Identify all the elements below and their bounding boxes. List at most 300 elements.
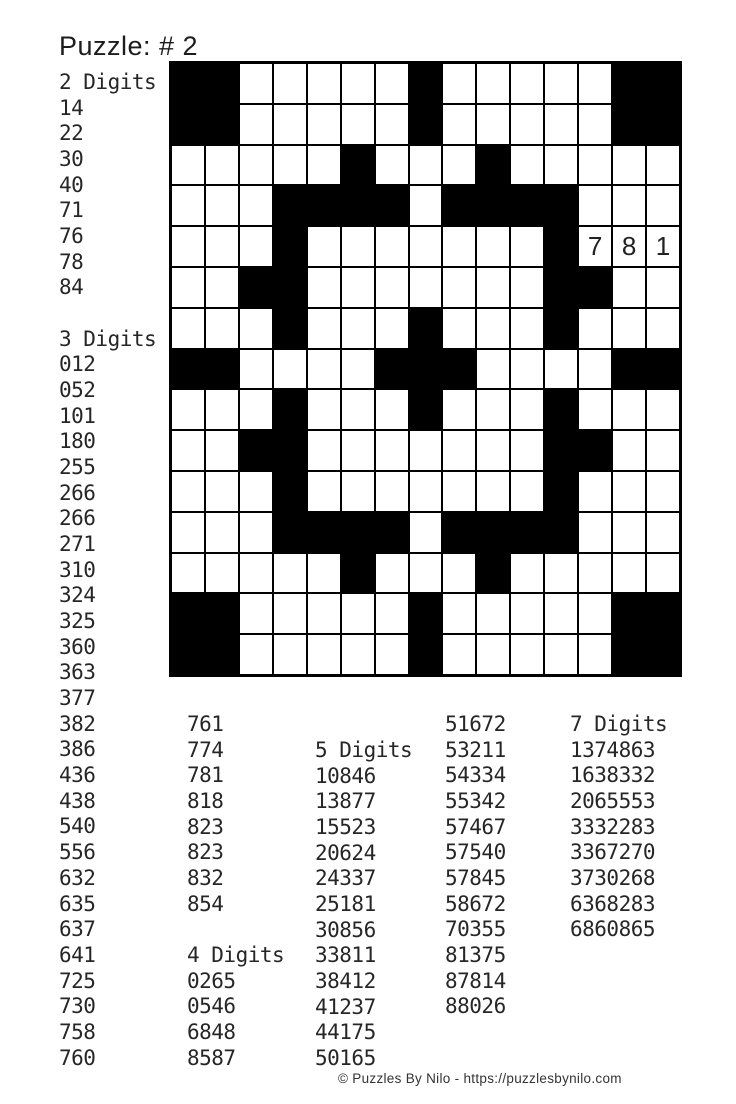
grid-cell-white[interactable] [442,267,476,308]
grid-cell-white[interactable] [375,471,409,512]
grid-cell-white[interactable] [239,389,273,430]
grid-cell-white[interactable] [442,63,476,104]
word-list-entry: 22 [59,121,84,146]
grid-cell-white[interactable] [273,593,307,634]
grid-cell-white[interactable] [476,226,510,267]
word-list-entry: 774 [187,737,224,762]
grid-cell-white[interactable] [646,553,680,594]
grid-cell-black [612,634,646,675]
grid-cell-black [646,593,680,634]
word-list-entry: 556 [59,840,96,865]
grid-cell-white[interactable] [307,553,341,594]
grid-cell-black [307,185,341,226]
word-list-entry: 382 [59,711,96,736]
grid-cell-black [273,430,307,471]
grid-cell-white[interactable] [544,553,578,594]
grid-cell-black [612,63,646,104]
word-list-entry: 58672 [445,891,506,916]
grid-cell-white[interactable] [476,104,510,145]
word-list-entry: 781 [187,763,224,788]
grid-cell-white[interactable] [646,389,680,430]
word-list-entry: 363 [59,660,96,685]
grid-cell-white[interactable] [476,349,510,390]
grid-cell-white[interactable] [578,512,612,553]
word-list-entry: 70355 [445,917,506,942]
grid-cell-black [171,349,205,390]
grid-cell-white[interactable] [171,471,205,512]
grid-cell-white[interactable] [442,226,476,267]
grid-cell-black [409,389,443,430]
word-list-entry: 6848 [187,1020,236,1045]
grid-cell-white[interactable] [612,185,646,226]
grid-cell-black [341,145,375,186]
word-list-entry: 51672 [445,712,506,736]
grid-cell-white[interactable] [307,145,341,186]
grid-cell-white[interactable] [341,104,375,145]
grid-cell-white[interactable] [307,308,341,349]
word-list-entry: 0546 [187,994,236,1019]
grid-cell-white[interactable] [307,63,341,104]
grid-cell-white[interactable] [307,593,341,634]
word-list-entry: 6368283 [570,891,656,916]
grid-cell-white[interactable] [646,471,680,512]
grid-cell-white[interactable] [510,634,544,675]
grid-cell-white[interactable] [476,634,510,675]
word-list-entry: 41237 [315,994,376,1019]
grid-cell-white[interactable] [544,634,578,675]
grid-cell-white[interactable] [171,389,205,430]
grid-cell-black [409,104,443,145]
word-list-entry: 44175 [315,1020,376,1045]
grid-cell-white[interactable] [409,430,443,471]
grid-cell-white[interactable] [307,226,341,267]
grid-cell-white[interactable] [341,389,375,430]
grid-cell-white[interactable] [442,471,476,512]
grid-cell-black [510,185,544,226]
grid-cell-white[interactable] [239,226,273,267]
grid-cell-white[interactable] [171,267,205,308]
grid-cell-white[interactable] [205,226,239,267]
word-list-entry: 266 [59,480,96,505]
grid-cell-black [171,63,205,104]
grid-cell-white[interactable] [409,185,443,226]
word-list-entry: 13877 [315,789,376,814]
grid-cell-white[interactable] [544,63,578,104]
grid-cell-white[interactable] [239,185,273,226]
grid-cell-black [375,349,409,390]
grid-cell-black [578,430,612,471]
grid-cell-black [273,471,307,512]
grid-cell-white[interactable] [578,104,612,145]
grid-cell-black [409,308,443,349]
grid-cell-white[interactable] [476,267,510,308]
grid-cell-black [544,267,578,308]
grid-cell-white[interactable] [375,63,409,104]
grid-cell-black [171,104,205,145]
grid-cell-white[interactable] [476,593,510,634]
grid-cell-white[interactable] [273,553,307,594]
grid-cell-white[interactable] [442,389,476,430]
word-list-entry: 360 [59,634,96,659]
grid-cell-black [544,512,578,553]
word-list-entry: 30856 [315,917,376,942]
word-list-entry: 052 [59,378,96,403]
grid-cell-black [544,226,578,267]
grid-cell-white[interactable] [341,226,375,267]
word-list-entry: 725 [59,968,96,993]
word-list-entry: 310 [59,557,96,582]
word-list-entry: 730 [59,994,96,1019]
word-list-entry: 71 [59,198,84,223]
grid-cell-white[interactable] [409,471,443,512]
grid-cell-black [273,389,307,430]
grid-cell-white[interactable] [544,145,578,186]
grid-cell-black [409,593,443,634]
grid-cell-white[interactable] [341,267,375,308]
grid-cell-white[interactable] [375,430,409,471]
grid-cell-white[interactable] [409,226,443,267]
word-list-entry: 823 [187,840,224,865]
word-list-entry: 81375 [445,943,506,968]
grid-cell-white[interactable] [510,349,544,390]
grid-cell-black [544,430,578,471]
grid-cell-white[interactable] [442,104,476,145]
grid-cell-white[interactable] [612,308,646,349]
grid-cell-black [273,226,307,267]
grid-cell-white[interactable] [476,63,510,104]
word-list-column-1 [59,70,156,1071]
grid-cell-black [307,512,341,553]
word-list-entry: 325 [59,609,96,634]
grid-cell-white[interactable] [442,145,476,186]
word-list-entry: 255 [59,455,96,480]
grid-cell-black [273,267,307,308]
word-list-entry: 87814 [445,968,506,993]
grid-cell-white[interactable] [239,593,273,634]
grid-cell-white[interactable] [205,185,239,226]
grid-cell-black [544,308,578,349]
grid-cell-white[interactable] [578,471,612,512]
grid-cell-white[interactable] [578,185,612,226]
grid-cell-white[interactable] [341,308,375,349]
word-list-entry: 6860865 [570,917,656,942]
word-list-spacer [59,301,156,327]
grid-cell-black [375,512,409,553]
grid-cell-black [442,512,476,553]
grid-cell-black [205,104,239,145]
grid-cell-black [612,593,646,634]
grid-cell-white[interactable] [205,430,239,471]
word-list-entry: 57467 [445,814,506,839]
grid-cell-white[interactable] [612,145,646,186]
grid-cell-white[interactable] [341,471,375,512]
word-list-entry: 1638332 [570,763,656,788]
grid-cell-white[interactable] [375,145,409,186]
grid-cell-white[interactable] [205,471,239,512]
grid-cell-black [612,349,646,390]
grid-cell-white[interactable] [409,145,443,186]
grid-cell-white[interactable] [510,267,544,308]
grid-cell-white[interactable] [239,512,273,553]
grid-cell-white[interactable] [375,553,409,594]
word-list-entry: 33811 [315,943,376,968]
grid-cell-white[interactable] [375,226,409,267]
grid-cell-white[interactable] [612,512,646,553]
grid-cell-white[interactable] [171,226,205,267]
grid-cell-white[interactable] [239,308,273,349]
grid-cell-black [646,104,680,145]
grid-cell-white[interactable] [510,430,544,471]
grid-cell-white[interactable] [510,593,544,634]
grid-cell-black [171,593,205,634]
word-list-entry: 2065553 [570,789,656,814]
word-list-entry: 50165 [315,1046,376,1071]
word-list-entry: 854 [187,891,224,916]
grid-cell-black [476,512,510,553]
grid-cell-black [409,349,443,390]
grid-cell-white[interactable] [578,145,612,186]
grid-cell-white[interactable] [646,267,680,308]
grid-cell-white[interactable] [205,308,239,349]
grid-cell-white[interactable] [171,553,205,594]
grid-cell-white[interactable] [171,145,205,186]
word-list-entry: 818 [187,789,224,814]
grid-cell-white[interactable] [205,389,239,430]
grid-cell-white[interactable] [476,471,510,512]
grid-cell-white[interactable] [171,185,205,226]
grid-cell-black [205,63,239,104]
word-list-entry: 30 [59,147,84,172]
grid-cell-white[interactable] [442,308,476,349]
grid-cell-white[interactable] [409,553,443,594]
grid-cell-white[interactable] [307,104,341,145]
grid-cell-black [646,63,680,104]
word-list-entry: 55342 [445,789,506,814]
grid-cell-black [442,185,476,226]
grid-cell-white[interactable] [341,63,375,104]
grid-cell-white[interactable] [646,512,680,553]
grid-cell-white[interactable] [239,471,273,512]
grid-cell-white[interactable] [476,430,510,471]
grid-cell-white[interactable] [544,349,578,390]
grid-cell-white[interactable] [341,430,375,471]
grid-cell-white[interactable] [578,308,612,349]
grid-cell-black [476,553,510,594]
grid-cell-white[interactable] [544,104,578,145]
grid-cell-white[interactable] [239,145,273,186]
word-list-entry: 14 [59,95,84,120]
grid-cell-black [273,512,307,553]
word-list-entry: 635 [59,891,96,916]
grid-cell-white[interactable] [307,349,341,390]
grid-cell-black [273,308,307,349]
grid-cell-white[interactable] [171,430,205,471]
grid-cell-white[interactable] [646,430,680,471]
word-list-entry: 8587 [187,1045,236,1070]
grid-cell-white[interactable] [205,512,239,553]
grid-cell-black [442,349,476,390]
word-list-entry: 15523 [315,815,376,840]
grid-cell-white[interactable] [476,389,510,430]
word-list-entry: 40 [59,172,84,197]
grid-cell-white[interactable] [307,267,341,308]
grid-cell-black [544,185,578,226]
grid-cell-white[interactable] [239,349,273,390]
grid-cell-white[interactable] [341,349,375,390]
grid-cell-white[interactable] [171,308,205,349]
word-list-entry: 0265 [187,968,236,993]
grid-cell-white[interactable] [375,308,409,349]
grid-cell-white[interactable] [409,267,443,308]
grid-cell-white[interactable] [205,267,239,308]
grid-cell-white[interactable] [578,389,612,430]
grid-cell-white[interactable] [273,634,307,675]
grid-cell-white[interactable] [307,634,341,675]
word-list-entry: 758 [59,1019,96,1044]
word-list-entry: 386 [59,737,96,762]
word-list-header: 7 Digits [570,712,668,736]
grid-cell-black [205,593,239,634]
word-list-entry: 632 [59,865,96,890]
grid-cell-black [510,512,544,553]
grid-cell-black [205,349,239,390]
grid-cell-white[interactable] [409,512,443,553]
word-list-entry: 20624 [315,840,376,865]
word-list-entry: 823 [187,814,224,839]
page-title: Puzzle: # 2 [59,31,199,61]
word-list-entry: 24337 [315,866,376,891]
word-list-header: 5 Digits [315,738,413,762]
puzzle-grid [169,61,682,677]
grid-cell-white[interactable] [510,63,544,104]
grid-cell-white[interactable] [273,145,307,186]
word-list-entry: 57540 [445,840,506,865]
grid-cell-black [205,634,239,675]
grid-cell-white[interactable] [612,389,646,430]
grid-cell-white[interactable] [375,389,409,430]
word-list-entry: 761 [187,712,224,736]
grid-cell-white[interactable] [442,634,476,675]
grid-cell-white[interactable] [646,145,680,186]
grid-cell-white[interactable] [578,63,612,104]
grid-cell-black [239,430,273,471]
grid-cell-white[interactable] [239,104,273,145]
word-list-entry: 271 [59,532,96,557]
grid-cell-black [544,471,578,512]
grid-cell-black [646,634,680,675]
grid-cell-black [409,63,443,104]
grid-cell-white[interactable] [510,104,544,145]
grid-cell-white[interactable] [375,104,409,145]
word-list-entry: 25181 [315,892,376,917]
word-list-entry: 3332283 [570,814,656,839]
grid-cell-white[interactable] [341,634,375,675]
grid-cell-black [409,634,443,675]
word-list-column-2 [187,712,284,1071]
grid-cell-black [171,634,205,675]
grid-cell-black [476,185,510,226]
grid-cell-white[interactable] [307,471,341,512]
grid-cell-white[interactable] [476,308,510,349]
grid-cell-white[interactable] [171,512,205,553]
grid-cell-white[interactable] [375,593,409,634]
grid-cell-black [612,104,646,145]
grid-cell-white[interactable] [578,553,612,594]
grid-cell-white[interactable] [646,308,680,349]
grid-cell-white[interactable] [375,267,409,308]
grid-cell-white[interactable] [510,471,544,512]
grid-cell-white[interactable] [612,430,646,471]
grid-cell-white[interactable] [375,634,409,675]
grid-cell-white[interactable] [341,593,375,634]
grid-cell-white[interactable] [612,267,646,308]
word-list-header: 2 Digits [59,70,157,94]
grid-cell-white[interactable] [544,593,578,634]
grid-cell-white[interactable] [273,104,307,145]
word-list-entry: 1374863 [570,737,656,762]
grid-cell-white[interactable] [510,308,544,349]
grid-cell-white[interactable] [239,63,273,104]
word-list-entry: 324 [59,583,96,608]
grid-cell-black [578,267,612,308]
word-list-entry: 377 [59,686,96,711]
grid-cell-white[interactable] [510,145,544,186]
word-list-entry: 53211 [445,737,506,762]
grid-cell-white[interactable] [273,349,307,390]
grid-cell-white[interactable] [442,553,476,594]
word-list-entry: 54334 [445,763,506,788]
grid-cell-black [646,349,680,390]
grid-cell-white[interactable] [646,185,680,226]
grid-cell-white[interactable] [612,471,646,512]
grid-cell-black [341,512,375,553]
grid-cell-white[interactable] [273,63,307,104]
grid-cell-black [341,553,375,594]
grid-cell-white[interactable] [578,349,612,390]
grid-cell-white[interactable] [510,389,544,430]
grid-cell-white[interactable] [307,430,341,471]
word-list-entry: 637 [59,917,96,942]
word-list-entry: 180 [59,429,96,454]
grid-cell-white[interactable] [239,553,273,594]
word-list-entry: 84 [59,275,84,300]
grid-cell-white[interactable] [442,593,476,634]
word-list-entry: 3367270 [570,840,656,865]
grid-cell-white[interactable] [510,553,544,594]
grid-cell-white[interactable] [205,145,239,186]
footer-credit: © Puzzles By Nilo - https://puzzlesbynilo.com [338,1071,622,1086]
word-list-entry: 832 [187,866,224,891]
grid-cell-white[interactable] [612,553,646,594]
word-list-column-5 [570,712,667,943]
grid-cell-white[interactable] [205,553,239,594]
grid-cell-prefilled: 1 [646,226,680,267]
word-list-entry: 3730268 [570,866,656,891]
grid-cell-black [476,145,510,186]
grid-cell-white[interactable] [578,634,612,675]
grid-cell-white[interactable] [442,430,476,471]
word-list-entry: 436 [59,763,96,788]
word-list-column-4 [445,712,506,1020]
word-list-entry: 38412 [315,969,376,994]
grid-cell-white[interactable] [578,593,612,634]
grid-cell-white[interactable] [239,634,273,675]
grid-cell-white[interactable] [510,226,544,267]
word-list-entry: 266 [59,506,96,531]
grid-cell-white[interactable] [307,389,341,430]
word-list-entry: 88026 [445,994,506,1019]
word-list-entry: 641 [59,942,96,967]
